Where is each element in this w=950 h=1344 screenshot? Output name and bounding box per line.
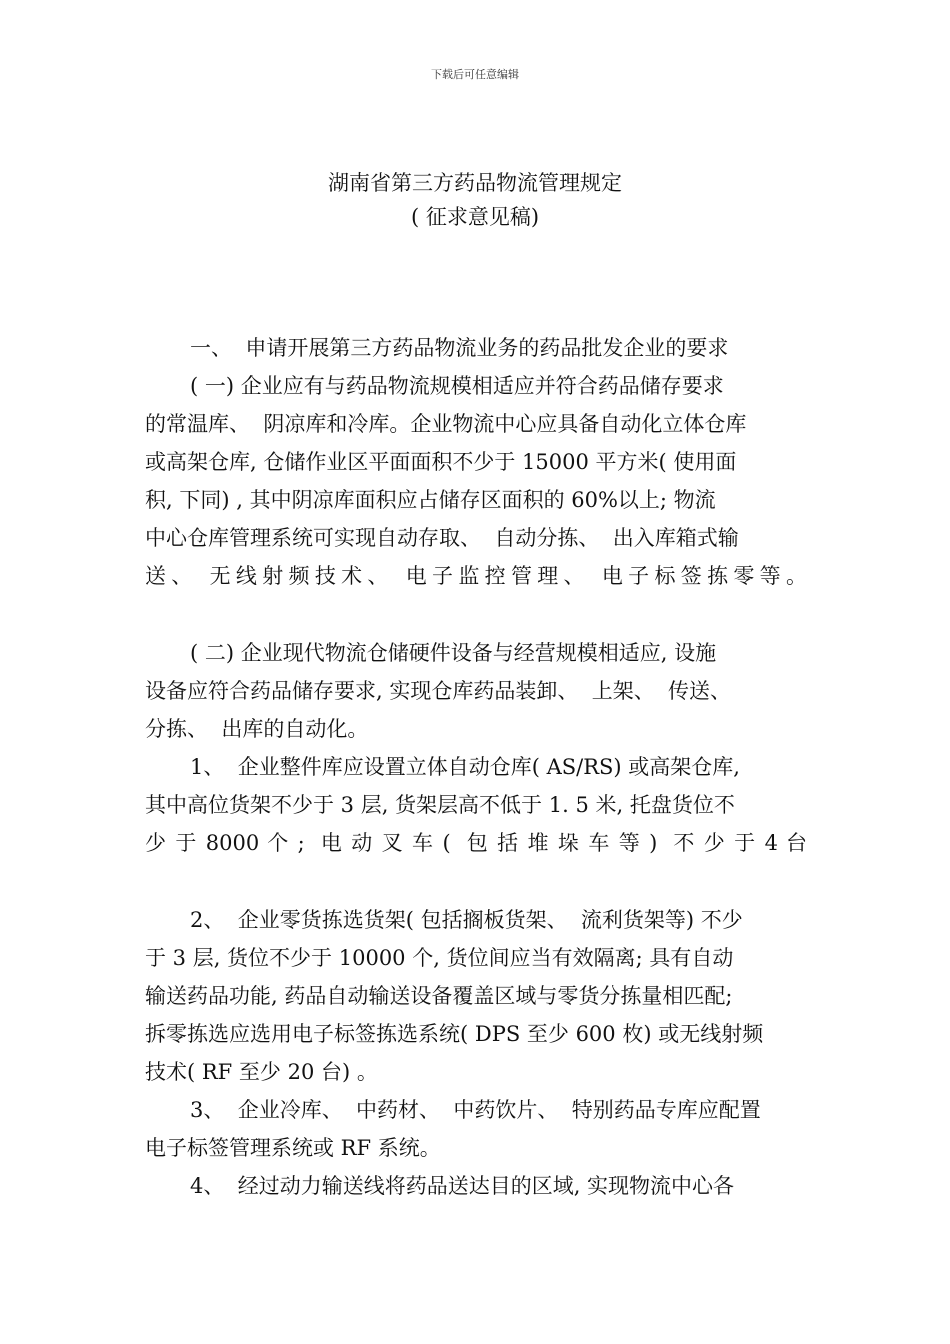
list-item-line: 4、 经过动力输送线将药品送达目的区域, 实现物流中心各: [190, 1174, 735, 1198]
paragraph-line: ( 一) 企业应有与药品物流规模相适应并符合药品储存要求: [190, 374, 724, 398]
list-item-line: 电子标签管理系统或 RF 系统。: [145, 1136, 441, 1160]
list-item-line: 其中高位货架不少于 3 层, 货架层高不低于 1. 5 米, 托盘货位不: [145, 793, 735, 817]
list-item-line: 1、 企业整件库应设置立体自动仓库( AS/RS) 或高架仓库,: [190, 755, 740, 779]
document-title: 湖南省第三方药品物流管理规定: [328, 171, 622, 195]
paragraph-line: 积, 下同) , 其中阴凉库面积应占储存区面积的 60%以上; 物流: [145, 488, 716, 512]
list-item-line: 拆零拣选应选用电子标签拣选系统( DPS 至少 600 枚) 或无线射频: [145, 1022, 764, 1046]
header-note: 下载后可任意编辑: [431, 68, 519, 81]
paragraph-line: 或高架仓库, 仓储作业区平面面积不少于 15000 平方米( 使用面: [145, 450, 737, 474]
paragraph-line: ( 二) 企业现代物流仓储硬件设备与经营规模相适应, 设施: [190, 641, 717, 665]
list-item-line: 输送药品功能, 药品自动输送设备覆盖区域与零货分拣量相匹配;: [145, 984, 733, 1008]
paragraph-line: 送、 无线射频技术、 电子监控管理、 电子标签拣零等。: [145, 564, 807, 588]
list-item-line: 3、 企业冷库、 中药材、 中药饮片、 特别药品专库应配置: [190, 1098, 761, 1122]
list-item-line: 技术( RF 至少 20 台) 。: [145, 1060, 378, 1084]
list-item-line: 于 3 层, 货位不少于 10000 个, 货位间应当有效隔离; 具有自动: [145, 946, 734, 970]
paragraph-line: 分拣、 出库的自动化。: [145, 717, 369, 741]
paragraph-line: 设备应符合药品储存要求, 实现仓库药品装卸、 上架、 传送、: [145, 679, 732, 703]
section-heading: 一、 申请开展第三方药品物流业务的药品批发企业的要求: [190, 336, 729, 360]
document-subtitle: ( 征求意见稿): [410, 205, 540, 229]
paragraph-line: 的常温库、 阴凉库和冷库。企业物流中心应具备自动化立体仓库: [145, 412, 747, 436]
paragraph-line: 中心仓库管理系统可实现自动存取、 自动分拣、 出入库箱式输: [145, 526, 739, 550]
list-item-line: 少 于 8000 个 ; 电 动 叉 车 ( 包 括 堆 垛 车 等 ) 不 少 于 4 台: [145, 831, 807, 855]
list-item-line: 2、 企业零货拣选货架( 包括搁板货架、 流利货架等) 不少: [190, 908, 743, 932]
